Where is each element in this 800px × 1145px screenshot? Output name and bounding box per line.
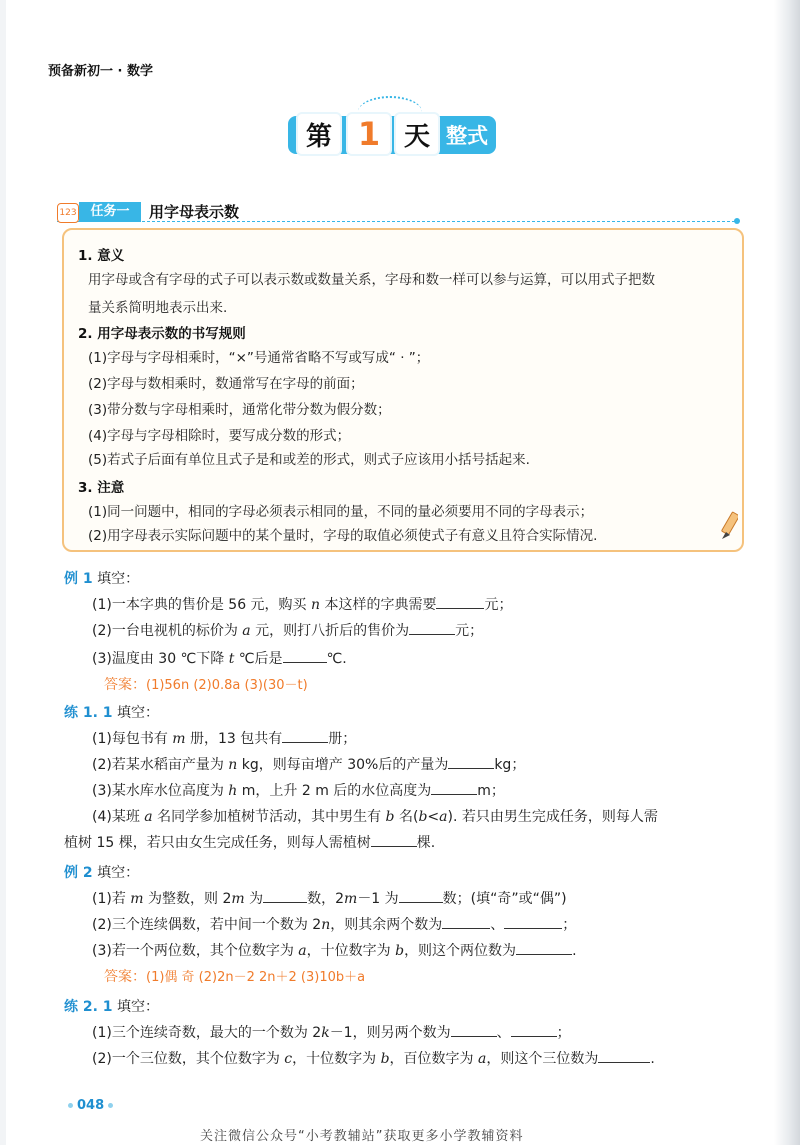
variable: t <box>228 651 235 667</box>
question-text: 为 <box>244 891 264 907</box>
answer-blank[interactable] <box>283 648 327 663</box>
question-text: ，百位数字为 <box>389 1051 478 1067</box>
knowledge-text: 用字母或含有字母的式子可以表示数或数量关系，字母和数一样可以参与运算，可以用式子把数 <box>88 272 655 288</box>
practice-2-label: 练 2. 1 <box>64 999 113 1015</box>
question-text: m，上升 2 m 后的水位高度为 <box>237 783 432 799</box>
example-2-question-2 <box>92 914 576 934</box>
question-text: 元； <box>455 623 484 639</box>
day-title-banner <box>288 112 496 156</box>
knowledge-rule: (3)带分数与字母相乘时，通常化带分数为假分数； <box>88 402 391 418</box>
example-2-answer <box>104 966 365 986</box>
question-text: (2)若某水稻亩产量为 <box>92 757 229 773</box>
page-number <box>64 1098 117 1113</box>
variable: k <box>321 1025 330 1041</box>
question-text: (3)温度由 30 ℃下降 <box>92 651 229 667</box>
question-text: ℃. <box>326 651 347 667</box>
question-text: kg，则每亩增产 30%后的产量为 <box>237 757 449 773</box>
question-text: (2)一台电视机的标价为 <box>92 623 243 639</box>
variable: h <box>228 783 238 799</box>
variable: c <box>284 1051 293 1067</box>
banner-di: 第 <box>296 112 342 156</box>
variable: m <box>231 891 245 907</box>
answer-blank[interactable] <box>399 888 443 903</box>
prompt-text: 填空： <box>97 571 140 587</box>
page-number-dot-left <box>68 1103 73 1108</box>
knowledge-text: 量关系简明地表示出来. <box>88 300 228 316</box>
variable: n <box>321 917 331 933</box>
section-title: 用字母表示数 <box>149 203 240 221</box>
answer-blank[interactable] <box>371 832 417 847</box>
variable: b <box>395 943 405 959</box>
question-text: . <box>650 1051 655 1067</box>
section-tag: 任务一 <box>79 202 141 222</box>
knowledge-note: (1)同一问题中，相同的字母必须表示相同的量，不同的量必须要用不同的字母表示； <box>88 504 594 520</box>
practice-1-question-1 <box>92 728 356 748</box>
variable: a <box>439 809 448 825</box>
answer-blank[interactable] <box>436 594 484 609</box>
practice-1-question-3 <box>92 780 505 800</box>
knowledge-rule: (5)若式子后面有单位且式子是和或差的形式，则式子应该用小括号括起来. <box>88 452 530 468</box>
practice-2-question-2 <box>92 1048 655 1068</box>
question-text: 本这样的字典需要 <box>320 597 437 613</box>
page-number-dot-right <box>108 1103 113 1108</box>
answer-blank[interactable] <box>504 914 562 929</box>
knowledge-heading-meaning: 1. 意义 <box>78 248 125 264</box>
section-line-dot <box>734 218 740 224</box>
answer-blank[interactable] <box>511 1022 557 1037</box>
practice-1-question-2 <box>92 754 525 774</box>
question-text: < <box>427 809 440 825</box>
variable: n <box>228 757 238 773</box>
question-text: 名( <box>394 809 419 825</box>
section-heading <box>57 202 740 224</box>
page-left-edge <box>0 0 6 1145</box>
answer-blank[interactable] <box>598 1048 650 1063</box>
question-text: 册； <box>328 731 357 747</box>
example-1-question-3 <box>92 648 347 668</box>
question-text: ； <box>556 1025 571 1041</box>
question-text: 元； <box>484 597 513 613</box>
variable: m <box>130 891 144 907</box>
answer-text: (1)偶 奇 (2)2n－2 2n＋2 (3)10b＋a <box>146 970 366 985</box>
question-text: ℃后是 <box>234 651 283 667</box>
answer-blank[interactable] <box>431 780 477 795</box>
variable: b <box>385 809 395 825</box>
knowledge-heading-notes: 3. 注意 <box>78 480 125 496</box>
example-2-question-3 <box>92 940 577 960</box>
question-text: ，则这个三位数为 <box>486 1051 599 1067</box>
variable: b <box>418 809 428 825</box>
knowledge-heading-rules: 2. 用字母表示数的书写规则 <box>78 326 246 342</box>
variable: a <box>144 809 153 825</box>
question-text: 、 <box>496 1025 511 1041</box>
question-text: . <box>572 943 577 959</box>
running-head: 预备新初一 · 数学 <box>48 64 153 79</box>
question-text: (3)某水库水位高度为 <box>92 783 229 799</box>
answer-label: 答案： <box>104 969 146 985</box>
question-text: kg； <box>494 757 526 773</box>
question-text: (1)若 <box>92 891 131 907</box>
question-text: －1 为 <box>357 891 399 907</box>
knowledge-rule: (4)字母与字母相除时，要写成分数的形式； <box>88 428 351 444</box>
page-number-text: 048 <box>77 1098 105 1113</box>
variable: m <box>172 731 186 747</box>
example-2-question-1 <box>92 888 567 908</box>
prompt-text: 填空： <box>117 999 160 1015</box>
question-text: 植树 15 棵，若只由女生完成任务，则每人需植树 <box>64 835 371 851</box>
question-text: (1)一本字典的售价是 56 元，购买 <box>92 597 311 613</box>
prompt-text: 填空： <box>97 865 140 881</box>
question-text: －1，则另两个数为 <box>329 1025 451 1041</box>
question-text: 数，2 <box>307 891 345 907</box>
variable: b <box>380 1051 390 1067</box>
pencil-icon <box>720 510 738 542</box>
question-text: ，则其余两个数为 <box>330 917 443 933</box>
practice-1-question-4 <box>92 806 658 826</box>
answer-blank[interactable] <box>282 728 328 743</box>
answer-blank[interactable] <box>451 1022 497 1037</box>
question-text: ). 若只由男生完成任务，则每人需 <box>447 809 658 825</box>
example-1-heading <box>64 568 139 588</box>
numbers-icon: 123 <box>57 203 79 223</box>
example-1-answer <box>104 674 308 694</box>
example-2-heading <box>64 862 139 882</box>
page-right-shadow <box>774 0 800 1145</box>
practice-2-heading <box>64 996 159 1016</box>
banner-topic: 整式 <box>446 124 488 148</box>
question-text: (1)三个连续奇数，最大的一个数为 2 <box>92 1025 322 1041</box>
example-2-label: 例 2 <box>64 865 93 881</box>
practice-1-heading <box>64 702 159 722</box>
variable: a <box>478 1051 487 1067</box>
knowledge-box <box>62 228 744 552</box>
answer-blank[interactable] <box>442 914 490 929</box>
answer-blank[interactable] <box>448 754 494 769</box>
question-text: m； <box>477 783 505 799</box>
question-text: (2)一个三位数，其个位数字为 <box>92 1051 285 1067</box>
variable: a <box>242 623 251 639</box>
question-text: ，十位数字为 <box>306 943 396 959</box>
question-text: (4)某班 <box>92 809 145 825</box>
question-text: 元，则打八折后的售价为 <box>250 623 410 639</box>
example-1-label: 例 1 <box>64 571 93 587</box>
question-text: 名同学参加植树节活动，其中男生有 <box>152 809 386 825</box>
question-text: ，则这个两位数为 <box>404 943 517 959</box>
question-text: 为整数，则 2 <box>143 891 232 907</box>
answer-blank[interactable] <box>263 888 307 903</box>
answer-blank[interactable] <box>516 940 572 955</box>
question-text: 册，13 包共有 <box>185 731 283 747</box>
knowledge-rule: (1)字母与字母相乘时，“×”号通常省略不写或写成“ · ”； <box>88 350 430 366</box>
variable: m <box>344 891 358 907</box>
question-text: 、 <box>490 917 505 933</box>
answer-blank[interactable] <box>409 620 455 635</box>
answer-label: 答案： <box>104 677 146 693</box>
example-1-question-2 <box>92 620 483 640</box>
knowledge-rule: (2)字母与数相乘时，数通常写在字母的前面； <box>88 376 364 392</box>
example-1-question-1 <box>92 594 512 614</box>
answer-text: (1)56n (2)0.8a (3)(30－t) <box>146 678 308 693</box>
question-text: (2)三个连续偶数，若中间一个数为 2 <box>92 917 322 933</box>
prompt-text: 填空： <box>117 705 160 721</box>
banner-tian: 天 <box>394 112 440 156</box>
variable: n <box>311 597 321 613</box>
question-text: 棵. <box>416 835 436 851</box>
question-text: (3)若一个两位数，其个位数字为 <box>92 943 299 959</box>
question-text: 数；(填“奇”或“偶”) <box>442 891 567 907</box>
variable: a <box>298 943 307 959</box>
knowledge-note: (2)用字母表示实际问题中的某个量时，字母的取值必须使式子有意义且符合实际情况. <box>88 528 598 544</box>
footer-watermark: 关注微信公众号“小考教辅站”获取更多小学教辅资料 <box>200 1129 524 1144</box>
practice-1-label: 练 1. 1 <box>64 705 113 721</box>
practice-1-question-4-cont <box>64 832 435 852</box>
question-text: (1)每包书有 <box>92 731 173 747</box>
banner-day-number: 1 <box>346 112 392 156</box>
question-text: ，十位数字为 <box>292 1051 381 1067</box>
practice-2-question-1 <box>92 1022 571 1042</box>
question-text: ； <box>562 917 577 933</box>
